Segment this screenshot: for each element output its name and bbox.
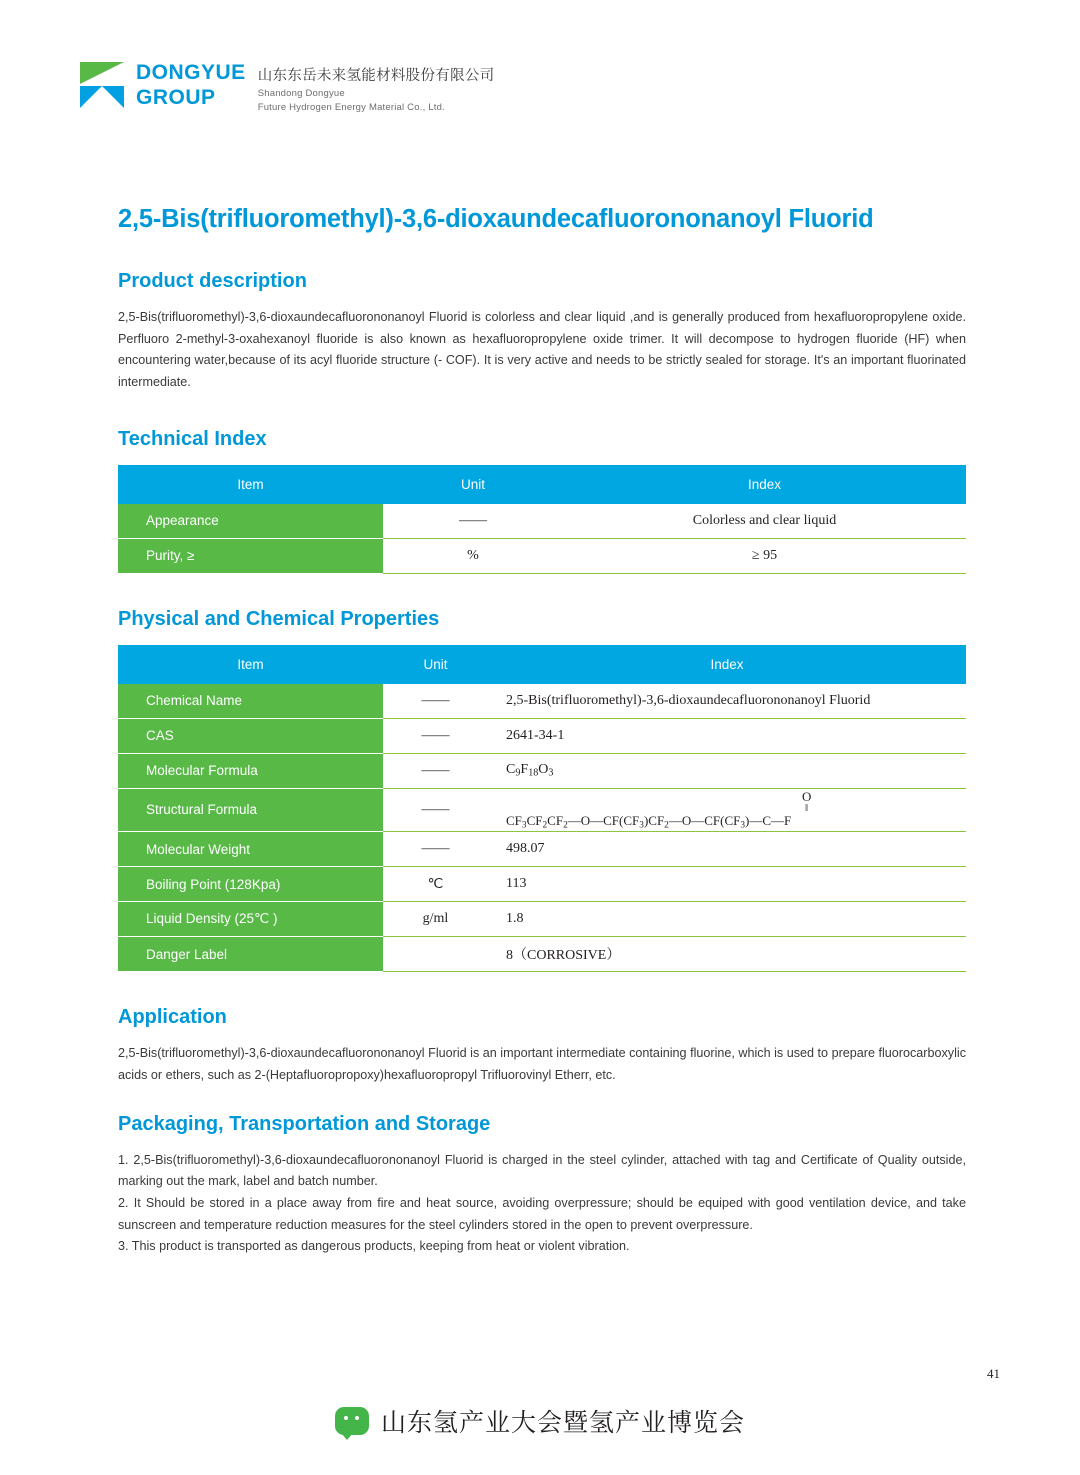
wechat-icon: [335, 1407, 369, 1435]
table-header-row: [118, 465, 966, 504]
company-name-en-2: Future Hydrogen Energy Material Co., Ltd.: [257, 102, 445, 113]
properties-table: [118, 645, 966, 973]
row-index: 2641-34-1: [488, 718, 966, 753]
table-row: [118, 504, 966, 539]
col-header-unit: Unit: [383, 645, 488, 684]
row-label: Purity, ≥: [118, 538, 383, 573]
structural-formula-chain: $CF_3CF_2CF_2—O—CF(CF_3)CF_2—O—CF(CF_3)—C—F$: [506, 812, 792, 830]
table-header-row: [118, 645, 966, 684]
company-header: [80, 62, 495, 113]
logo-line-2: GROUP: [136, 86, 216, 109]
heading-product-description: Product description: [118, 270, 307, 292]
company-name-cn: 山东东岳未来氢能材料股份有限公司: [257, 68, 495, 84]
table-row: [118, 788, 966, 832]
heading-physical-chemical-properties: Physical and Chemical Properties: [118, 607, 440, 630]
row-index: ≥ 95: [563, 538, 966, 573]
row-label: Appearance: [118, 504, 383, 539]
row-unit: %: [383, 538, 563, 573]
table-row: [118, 718, 966, 753]
row-unit: ——: [383, 718, 488, 753]
row-label: Chemical Name: [118, 684, 383, 719]
company-name-block: [258, 62, 495, 113]
heading-packaging-transportation-storage: Packaging, Transportation and Storage: [118, 1112, 491, 1135]
table-row: [118, 538, 966, 573]
col-header-index: Index: [488, 645, 966, 684]
row-unit: ——: [383, 753, 488, 788]
table-row: [118, 867, 966, 902]
col-header-index: Index: [563, 465, 966, 504]
row-index: Colorless and clear liquid: [563, 504, 966, 539]
row-unit: ——: [383, 684, 488, 719]
row-index: 8（CORROSIVE）: [488, 937, 966, 972]
table-row: [118, 937, 966, 972]
application-text: 2,5-Bis(trifluoromethyl)-3,6-dioxaundecafluorononanoyl Fluorid is an important intermediate containing fluorine, which is used to prepare fluorocarboxylic acids or ethers, such as 2-(Heptafluoropropoxy)hexafluoropropyl Trifluorovinyl Etherr, etc.: [118, 1046, 966, 1082]
page-title: 2,5-Bis(trifluoromethyl)-3,6-dioxaundecafluorononanoyl Fluorid: [118, 205, 874, 233]
col-header-item: Item: [118, 645, 383, 684]
row-unit: ——: [383, 504, 563, 539]
row-unit: ℃: [383, 867, 488, 902]
footer-banner: [0, 1403, 1080, 1440]
row-unit: [383, 937, 488, 972]
technical-index-table: [118, 465, 966, 574]
row-index: 1.8: [488, 902, 966, 937]
col-header-item: Item: [118, 465, 383, 504]
row-label: Liquid Density (25℃ ): [118, 902, 383, 937]
table-row: [118, 902, 966, 937]
packaging-line-2: 2. It Should be stored in a place away from fire and heat source, avoiding overpressure; should be equiped with good ventilation device, and take sunscreen and temperature reduction measures for the steel cylinders stored in the open to prevent overpressure.: [118, 1195, 966, 1232]
logo-wordmark: [136, 62, 246, 108]
page-number: 41: [987, 1366, 1000, 1381]
row-index: 2,5-Bis(trifluoromethyl)-3,6-dioxaundecafluorononanoyl Fluorid: [488, 684, 966, 719]
structural-formula-double-bond: ‖: [805, 801, 808, 814]
heading-technical-index: Technical Index: [118, 427, 267, 450]
heading-application: Application: [118, 1006, 227, 1029]
logo-line-1: DONGYUE: [136, 61, 246, 84]
row-index-structural-formula: [488, 788, 966, 832]
row-label: CAS: [118, 718, 383, 753]
row-unit: ——: [383, 788, 488, 832]
table-row: [118, 753, 966, 788]
row-index: 113: [488, 867, 966, 902]
row-unit: ——: [383, 832, 488, 867]
table-row: [118, 832, 966, 867]
table-row: [118, 684, 966, 719]
row-index: $C_9F_{18}O_3$: [488, 753, 966, 788]
footer-banner-text: 山东氢产业大会暨氢产业博览会: [380, 1408, 745, 1437]
row-label: Structural Formula: [118, 788, 383, 832]
dongyue-logo-icon: [80, 62, 124, 108]
packaging-line-3: 3. This product is transported as dangerous products, keeping from heat or violent vibration.: [118, 1239, 630, 1254]
main-content: [118, 205, 966, 1258]
packaging-line-1: 1. 2,5-Bis(trifluoromethyl)-3,6-dioxaundecafluorononanoyl Fluorid is charged in the steel cylinder, attached with tag and Certificate of Quality outside, marking out the mark, label and batch number.: [118, 1152, 966, 1189]
product-description-text: 2,5-Bis(trifluoromethyl)-3,6-dioxaundecafluorononanoyl Fluorid is colorless and clear liquid ,and is generally produced from hexafluoropropylene oxide. Perfluoro 2-methyl-3-oxahexanoyl fluoride is also known as hexafluoropropylene oxide trimer. It will decompose to hydrogen fluoride (HF) when encountering water,because of its acyl fluoride structure (- COF). It is very active and needs to be strictly sealed for storage. It's an important fluorinated intermediate.: [118, 310, 966, 389]
col-header-unit: Unit: [383, 465, 563, 504]
row-label: Molecular Weight: [118, 832, 383, 867]
row-index: 498.07: [488, 832, 966, 867]
row-label: Boiling Point (128Kpa): [118, 867, 383, 902]
company-name-en-1: Shandong Dongyue: [257, 88, 345, 99]
row-label: Danger Label: [118, 937, 383, 972]
row-label: Molecular Formula: [118, 753, 383, 788]
structural-formula-oxygen: O: [802, 788, 812, 804]
row-unit: g/ml: [383, 902, 488, 937]
